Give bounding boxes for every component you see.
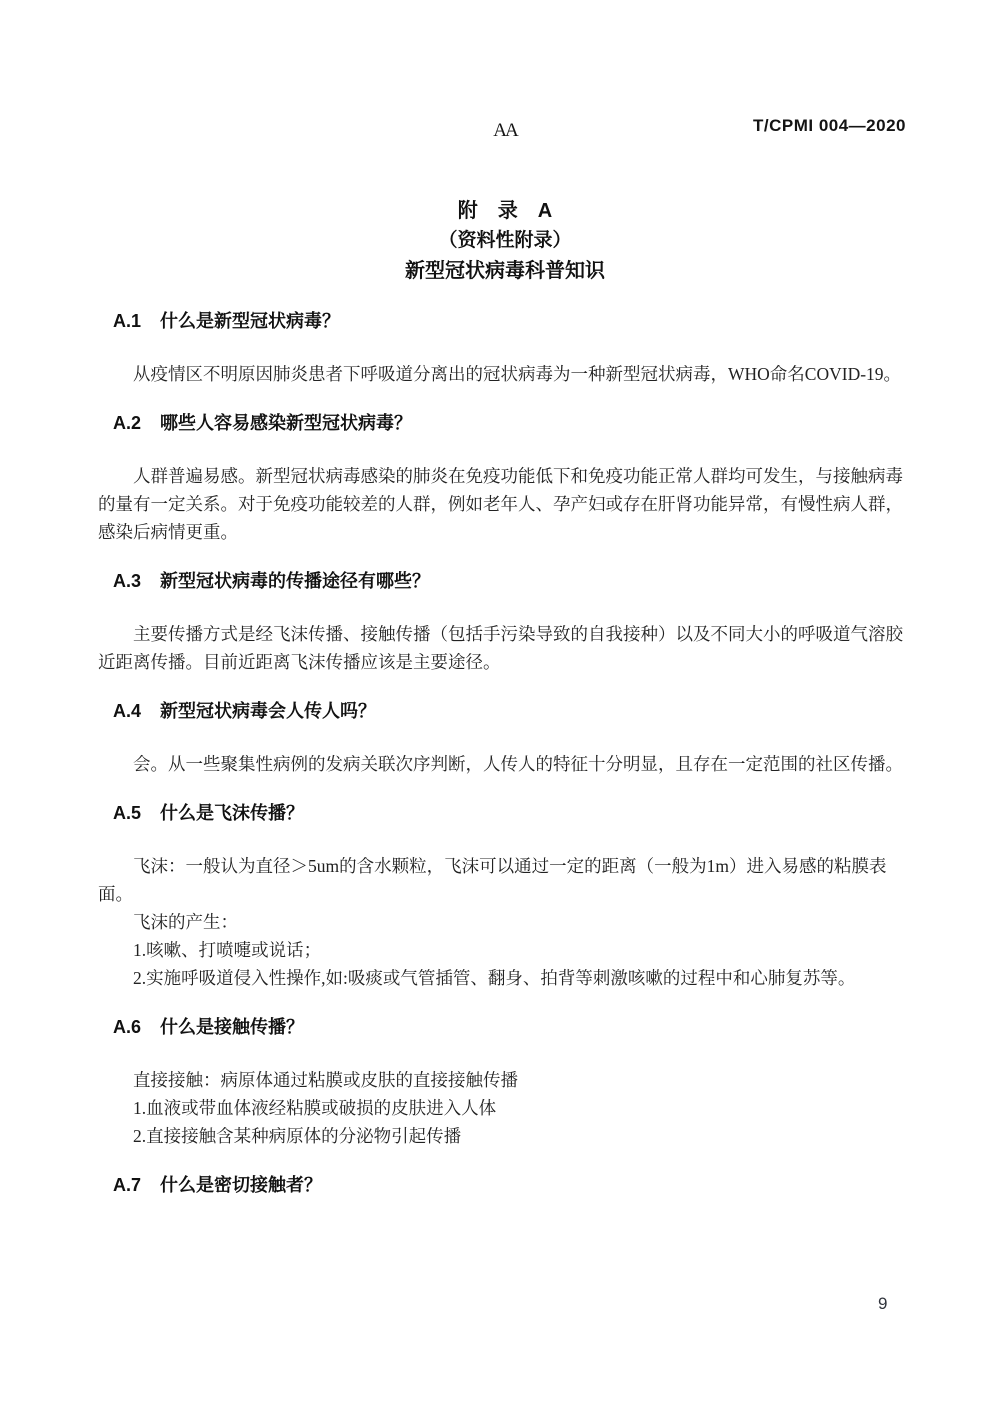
section-a5: [98, 800, 912, 992]
paragraph: 从疫情区不明原因肺炎患者下呼吸道分离出的冠状病毒为一种新型冠状病毒，WHO命名COVID-19。: [133, 364, 902, 384]
section-number: A.2: [113, 413, 142, 433]
section-a3: [98, 568, 912, 676]
section-a7: [98, 1172, 912, 1198]
header-page-mark: AA: [493, 120, 517, 141]
section-number: A.3: [113, 571, 142, 591]
section-heading: [113, 568, 912, 594]
section-title: 哪些人容易感染新型冠状病毒？: [160, 413, 413, 433]
section-heading: [113, 698, 912, 724]
section-heading: [113, 1172, 912, 1198]
section-title: 什么是新型冠状病毒？: [160, 311, 341, 331]
section-title: 什么是飞沫传播？: [160, 803, 305, 823]
section-a2: [98, 410, 912, 546]
appendix-subtitle: （资料性附录）: [438, 230, 572, 251]
section-heading: [113, 410, 912, 436]
list-intro-line: 飞沫的产生：: [133, 912, 238, 932]
section-a1: [98, 308, 912, 388]
list-item: 1.血液或带血体液经粘膜或破损的皮肤进入人体: [133, 1098, 497, 1118]
list-intro-line: 直接接触：病原体通过粘膜或皮肤的直接接触传播: [133, 1070, 518, 1090]
section-number: A.7: [113, 1175, 142, 1195]
header-doc-number: T/CPMI 004—2020: [752, 116, 906, 135]
section-number: A.6: [113, 1017, 142, 1037]
appendix-topic: 新型冠状病毒科普知识: [405, 260, 605, 282]
section-heading: [113, 800, 912, 826]
list-item: 2.实施呼吸道侵入性操作,如:吸痰或气管插管、翻身、拍背等刺激咳嗽的过程中和心肺复苏等。: [133, 968, 856, 988]
paragraph: 人群普遍易感。新型冠状病毒感染的肺炎在免疫功能低下和免疫功能正常人群均可发生，与接触病毒的量有一定关系。对于免疫功能较差的人群，例如老年人、孕产妇或存在肝肾功能异常，有慢性病人群，感染后病情更重。: [98, 466, 903, 542]
section-title: 什么是密切接触者？: [160, 1175, 323, 1195]
section-heading: [113, 1014, 912, 1040]
list-item: 1.咳嗽、打喷嚏或说话；: [133, 940, 322, 960]
section-title: 新型冠状病毒的传播途径有哪些？: [160, 571, 431, 591]
section-title: 什么是接触传播？: [160, 1017, 305, 1037]
paragraph: 主要传播方式是经飞沫传播、接触传播（包括手污染导致的自我接种）以及不同大小的呼吸道气溶胶近距离传播。目前近距离飞沫传播应该是主要途径。: [98, 624, 903, 672]
page-header: [98, 116, 912, 144]
list-item: 2.直接接触含某种病原体的分泌物引起传播: [133, 1126, 462, 1146]
section-a4: [98, 698, 912, 778]
paragraph: 会。从一些聚集性病例的发病关联次序判断，人传人的特征十分明显，且存在一定范围的社区传播。: [133, 754, 903, 774]
page-content: [98, 0, 912, 1198]
section-number: A.5: [113, 803, 142, 823]
appendix-title-block: [98, 196, 912, 286]
appendix-title: 附 录 A: [457, 200, 553, 222]
section-number: A.1: [113, 311, 142, 331]
section-title: 新型冠状病毒会人传人吗？: [160, 701, 377, 721]
section-a6: [98, 1014, 912, 1150]
paragraph: 飞沫：一般认为直径＞5um的含水颗粒，飞沫可以通过一定的距离（一般为1m）进入易感的粘膜表面。: [98, 856, 887, 904]
section-heading: [113, 308, 912, 334]
page-number: 9: [878, 1294, 888, 1313]
section-number: A.4: [113, 701, 142, 721]
